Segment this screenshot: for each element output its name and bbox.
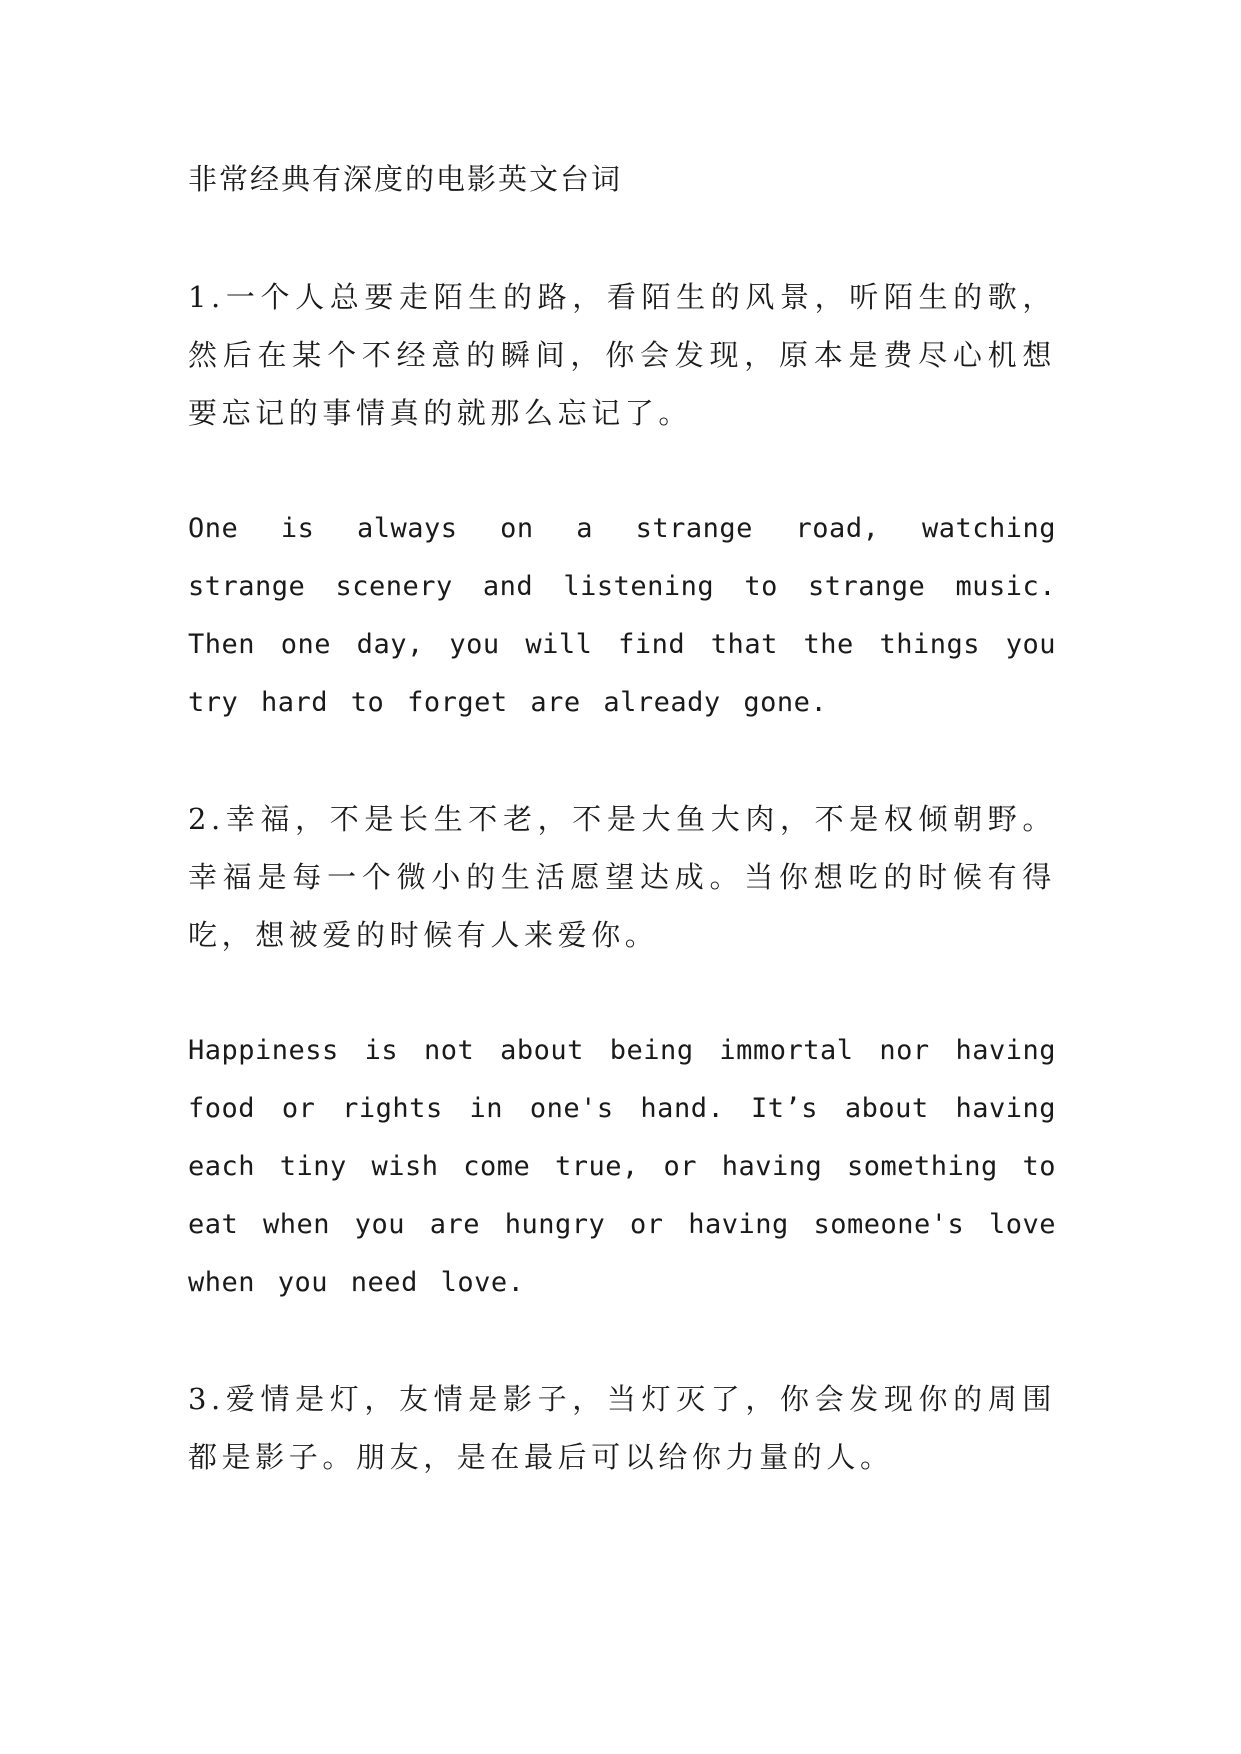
quote-3-chinese: 3.爱情是灯，友情是影子，当灯灭了，你会发现你的周围都是影子。朋友，是在最后可以给你力量的人。 bbox=[188, 1382, 1056, 1474]
quote-1-english: One is always on a strange road, watching strange scenery and listening to strange music. Then one day, you will find that the things you try hard to forget are already gone. bbox=[188, 513, 1056, 718]
document-body bbox=[188, 150, 1056, 1544]
quote-2-chinese: 2.幸福，不是长生不老，不是大鱼大肉，不是权倾朝野。幸福是每一个微小的生活愿望达成。当你想吃的时候有得吃，想被爱的时候有人来爱你。 bbox=[188, 802, 1056, 952]
quote-1-chinese: 1.一个人总要走陌生的路，看陌生的风景，听陌生的歌，然后在某个不经意的瞬间，你会发现，原本是费尽心机想要忘记的事情真的就那么忘记了。 bbox=[188, 280, 1056, 430]
quote-2-english: Happiness is not about being immortal nor having food or rights in one's hand. It’s about having each tiny wish come true, or having something to eat when you are hungry or having someone's love when you need love. bbox=[188, 1035, 1056, 1298]
document-title: 非常经典有深度的电影英文台词 bbox=[188, 162, 623, 196]
